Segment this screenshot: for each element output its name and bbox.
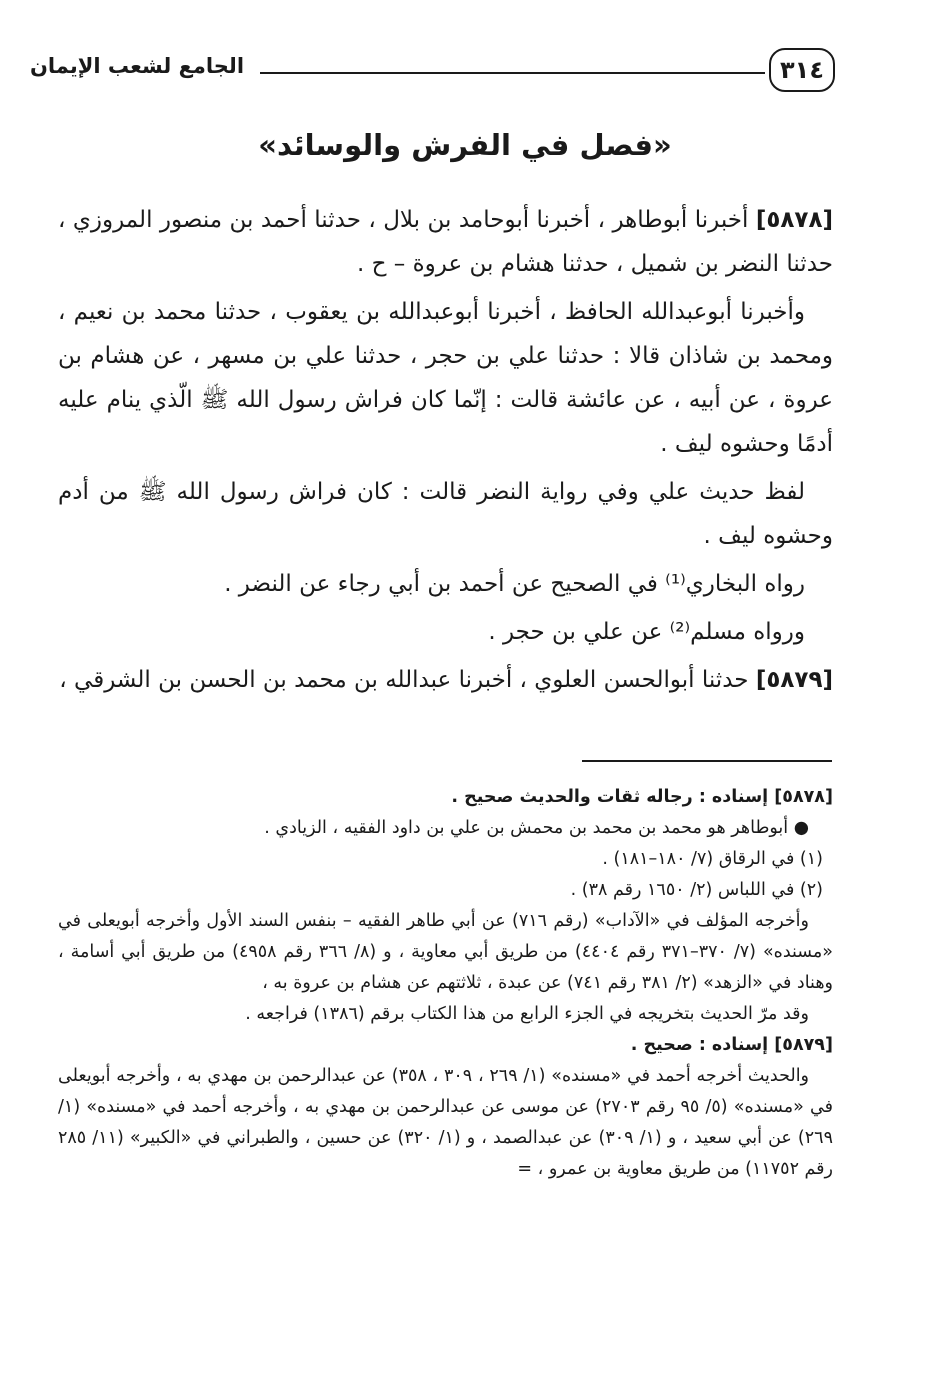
note-5879-heading	[58, 1030, 833, 1061]
note-text: إسناده : صحيح .	[630, 1035, 775, 1055]
hadith-text: أخبرنا أبوطاهر ، أخبرنا أبوحامد بن بلال ، حدثنا أحمد بن منصور المروزي ، حدثنا النضر بن شميل ، حدثنا هشام بن عروة – ح .	[58, 207, 833, 277]
isnad-paragraph: وأخبرنا أبوعبدالله الحافظ ، أخبرنا أبوعبدالله بن يعقوب ، حدثنا محمد بن نعيم ، ومحمد بن شاذان قالا : حدثنا علي بن حجر ، حدثنا علي بن مسهر ، عن هشام بن عروة ، عن أبيه ، عن عائشة قالت : إنّما كان فراش رسول الله ﷺ الّذي ينام عليه أدمًا وحشوه ليف .	[58, 299, 833, 457]
hadith-text: حدثنا أبوالحسن العلوي ، أخبرنا عبدالله بن محمد بن الحسن بن الشرقي ،	[59, 667, 756, 693]
note-narrator: ● أبوطاهر هو محمد بن محمد بن محمش بن علي بن داود الفقيه ، الزيادي .	[264, 818, 809, 838]
note-5878-heading	[58, 782, 833, 813]
note-number: [٥٨٧٩]	[774, 1035, 833, 1055]
note-number: [٥٨٧٨]	[774, 787, 833, 807]
note-takhrij-5879: والحديث أخرجه أحمد في «مسنده» (١/ ٢٦٩ ، ٣٠٩ ، ٣٥٨) عن عبدالرحمن بن مهدي به ، وأخرجه أبويعلى في «مسنده» (٥/ ٩٥ رقم ٢٧٠٣) عن موسى عن عبدالرحمن بن مهدي به ، وأخرجه أحمد في «مسنده» (١/ ٢٦٩) عن أبي سعيد ، و (١/ ٣٠٩) عن عبدالصمد ، و (١/ ٣٢٠) عن حسين ، والطبراني في «الكبير» (١١/ ٢٨٥ رقم ١١٧٥٢) من طريق معاوية بن عمرو ، =	[58, 1066, 833, 1179]
wording-paragraph: لفظ حديث علي وفي رواية النضر قالت : كان فراش رسول الله ﷺ من أدم وحشوه ليف .	[58, 479, 833, 549]
page-header	[30, 48, 835, 98]
note-cross-reference: وقد مرّ الحديث بتخريجه في الجزء الرابع من هذا الكتاب برقم (١٣٨٦) فراجعه .	[245, 1004, 809, 1024]
note-text: إسناده : رجاله ثقات والحديث صحيح .	[451, 787, 775, 807]
main-text	[58, 198, 833, 706]
section-title: «فصل في الفرش والوسائد»	[258, 128, 672, 162]
running-title: الجامع لشعب الإيمان	[30, 54, 245, 78]
hadith-5879-paragraph	[58, 658, 833, 702]
header-rule	[260, 72, 765, 74]
bukhari-reference: رواه البخاري⁽¹⁾ في الصحيح عن أحمد بن أبي رجاء عن النضر .	[224, 571, 805, 597]
footnotes	[58, 782, 833, 1185]
page-number: ٣١٤	[769, 48, 835, 92]
muslim-reference: ورواه مسلم⁽²⁾ عن علي بن حجر .	[488, 619, 805, 645]
footnote-1: (١) في الرقاق (٧/ ١٨٠–١٨١) .	[602, 849, 823, 869]
hadith-number: [٥٨٧٨]	[755, 207, 833, 233]
hadith-number: [٥٨٧٩]	[755, 667, 833, 693]
footnote-separator	[582, 760, 832, 762]
note-takhrij: وأخرجه المؤلف في «الآداب» (رقم ٧١٦) عن أبي طاهر الفقيه – بنفس السند الأول وأخرجه أبويعلى في «مسنده» (٧/ ٣٧٠–٣٧١ رقم ٤٤٠٤) من طريق أبي معاوية ، و (٨/ ٣٦٦ رقم ٤٩٥٨) من طريق أبي أسامة ، وهناد في «الزهد» (٢/ ٣٨١ رقم ٧٤١) عن عبدة ، ثلاثتهم عن هشام بن عروة به ،	[58, 911, 833, 993]
footnote-2: (٢) في اللباس (٢/ ١٦٥٠ رقم ٣٨) .	[570, 880, 823, 900]
hadith-5878-paragraph	[58, 198, 833, 286]
